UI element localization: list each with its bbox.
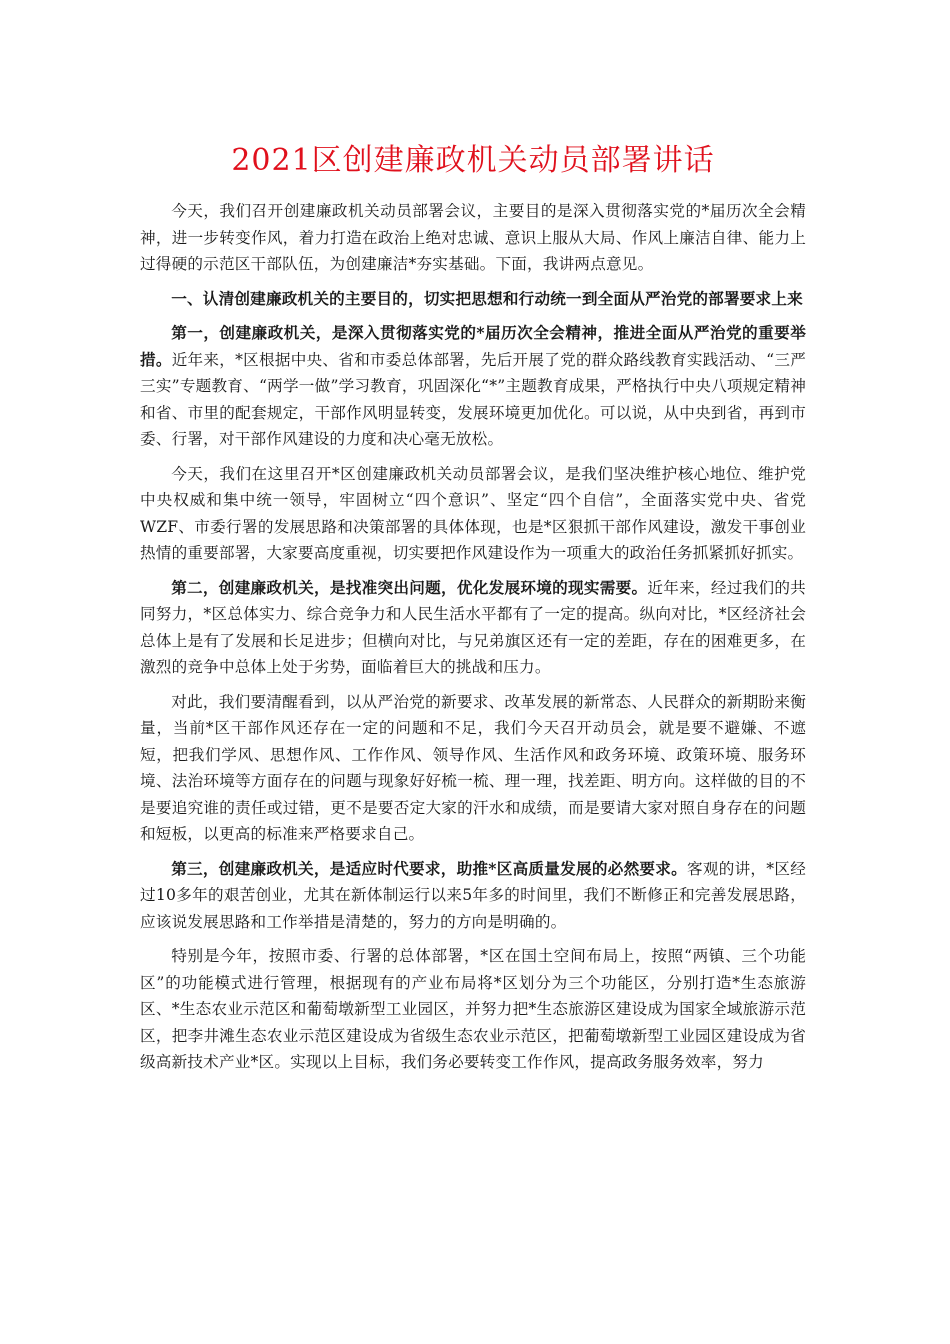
document-page: [140, 138, 806, 1084]
first-point-body: 近年来，*区根据中央、省和市委总体部署，先后开展了党的群众路线教育实践活动、“三严三实”专题教育、“两学一做”学习教育，巩固深化“*”主题教育成果，严格执行中央八项规定精神和省、市里的配套规定，干部作风明显转变，发展环境更加优化。可以说，从中央到省，再到市委、行署，对干部作风建设的力度和决心毫无放松。: [140, 350, 806, 448]
paragraph-problems: 对此，我们要清醒看到，以从严治党的新要求、改革发展的新常态、人民群众的新期盼来衡量，当前*区干部作风还存在一定的问题和不足，我们今天召开动员会，就是要不避嫌、不遮短，把我们学风、思想作风、工作作风、领导作风、生活作风和政务环境、政策环境、服务环境、法治环境等方面存在的问题与现象好好梳一梳、理一理，找差距、明方向。这样做的目的不是要追究谁的责任或过错，更不是要否定大家的汗水和成绩，而是要请大家对照自身存在的问题和短板，以更高的标准来严格要求自己。: [140, 692, 806, 843]
intro-paragraph: 今天，我们召开创建廉政机关动员部署会议，主要目的是深入贯彻落实党的*届历次全会精神，进一步转变作风，着力打造在政治上绝对忠诚、意识上服从大局、作风上廉洁自律、能力上过得硬的示范区干部队伍，为创建廉洁*夯实基础。下面，我讲两点意见。: [140, 202, 806, 273]
document-title: 2021区创建廉政机关动员部署讲话: [231, 143, 715, 178]
second-point-lead: 第二，创建廉政机关，是找准突出问题，优化发展环境的现实需要。: [171, 577, 648, 597]
first-point-lead: 第一，创建廉政机关，是深入贯彻落实党的*届历次全会精神，推进全面从严治党的重要举措。: [140, 323, 806, 369]
paragraph-third-point: [140, 856, 806, 936]
second-point-body: 近年来，经过我们的共同努力，*区总体实力、综合竞争力和人民生活水平都有了一定的提高。纵向对比，*区经济社会总体上是有了发展和长足进步；但横向对比，与兄弟旗区还有一定的差距，存在的困难更多，在激烈的竞争中总体上处于劣势，面临着巨大的挑战和压力。: [140, 578, 806, 676]
third-point-body: 客观的讲，*区经过10多年的艰苦创业，尤其在新体制运行以来5年多的时间里，我们不断修正和完善发展思路，应该说发展思路和工作举措是清楚的，努力的方向是明确的。: [140, 859, 806, 931]
paragraph-second-point: [140, 575, 806, 681]
section-heading-1: 一、认清创建廉政机关的主要目的，切实把思想和行动统一到全面从严治党的部署要求上来: [171, 288, 803, 308]
paragraph-spatial-layout: 特别是今年，按照市委、行署的总体部署，*区在国土空间布局上，按照“两镇、三个功能区”的功能模式进行管理，根据现有的产业布局将*区划分为三个功能区，分别打造*生态旅游区、*生态农业示范区和葡萄墩新型工业园区，并努力把*生态旅游区建设成为国家全域旅游示范区，把李井滩生态农业示范区建设成为省级生态农业示范区，把葡萄墩新型工业园区建设成为省级高新技术产业*区。实现以上目标，我们务必要转变工作作风，提高政务服务效率，努力: [140, 947, 806, 1071]
third-point-lead: 第三，创建廉政机关，是适应时代要求，助推*区高质量发展的必然要求。: [171, 858, 687, 878]
paragraph-first-point: [140, 320, 806, 453]
paragraph-meeting-significance: 今天，我们在这里召开*区创建廉政机关动员部署会议，是我们坚决维护核心地位、维护党中央权威和集中统一领导，牢固树立“四个意识”、坚定“四个自信”，全面落实党中央、省党WZF、市委行署的发展思路和决策部署的具体体现，也是*区狠抓干部作风建设，激发干事创业热情的重要部署，大家要高度重视，切实要把作风建设作为一项重大的政治任务抓紧抓好抓实。: [140, 464, 806, 562]
